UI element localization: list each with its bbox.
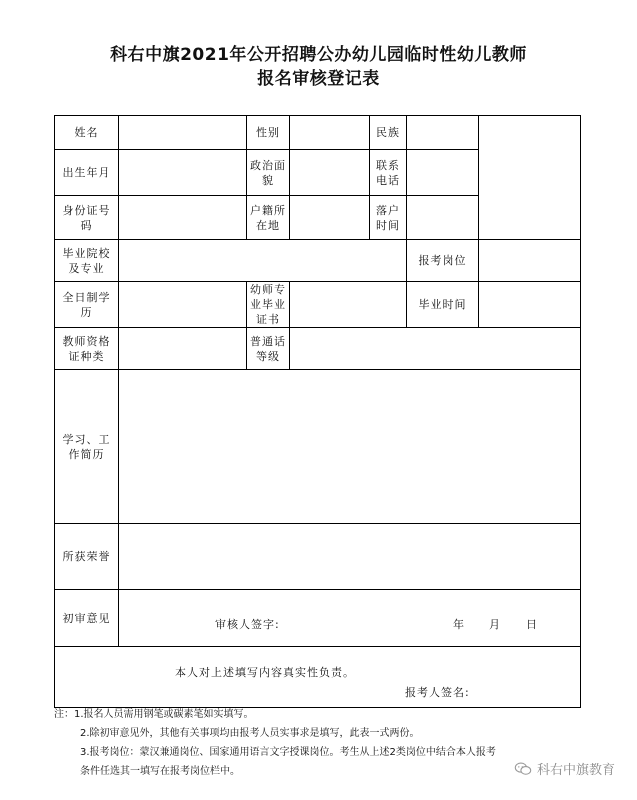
- watermark-text: 科右中旗教育: [536, 763, 615, 778]
- birth-input[interactable]: [119, 150, 247, 196]
- birth-label: 出生年月: [55, 150, 119, 196]
- fulltime-edu-input[interactable]: [119, 282, 247, 328]
- name-input[interactable]: [119, 116, 247, 150]
- note-2: 2.除初审意见外，其他有关事项均由报考人员实事求是填写，此表一式两份。: [80, 728, 420, 739]
- ethnicity-label: 民族: [370, 116, 407, 150]
- political-input[interactable]: [290, 150, 370, 196]
- first-review-input[interactable]: [119, 590, 581, 647]
- wechat-icon: [514, 762, 532, 776]
- note-4: 条件任选其一填写在报考岗位栏中。: [80, 766, 240, 777]
- note-1: 注：1.报名人员需用钢笔或碳素笔如实填写。: [54, 709, 254, 720]
- preschool-cert-label: 幼师专业毕业证书: [247, 282, 290, 328]
- note-3: 3.报考岗位：蒙汉兼通岗位、国家通用语言文字授课岗位。考生从上述2类岗位中结合本人报考: [80, 747, 496, 758]
- watermark: [514, 759, 615, 778]
- declaration-text: 本人对上述填写内容真实性负责。: [175, 666, 355, 679]
- preschool-cert-input[interactable]: [290, 282, 407, 328]
- registration-form-table: [54, 115, 581, 708]
- applicant-sign-label: 报考人签名:: [405, 686, 470, 699]
- honors-label: 所获荣誉: [55, 524, 119, 590]
- apply-post-input[interactable]: [479, 240, 581, 282]
- resume-label: 学习、工作简历: [55, 370, 119, 524]
- grad-time-label: 毕业时间: [407, 282, 479, 328]
- fulltime-edu-label: 全日制学历: [55, 282, 119, 328]
- phone-input[interactable]: [407, 150, 479, 196]
- settle-time-input[interactable]: [407, 196, 479, 240]
- resume-input[interactable]: [119, 370, 581, 524]
- phone-label: 联系电话: [370, 150, 407, 196]
- teacher-cert-input[interactable]: [119, 328, 247, 370]
- first-review-label: 初审意见: [55, 590, 119, 647]
- honors-input[interactable]: [119, 524, 581, 590]
- review-day-label: 日: [526, 618, 538, 631]
- grad-time-input[interactable]: [479, 282, 581, 328]
- review-year-label: 年: [453, 618, 465, 631]
- gender-input[interactable]: [290, 116, 370, 150]
- review-month-label: 月: [489, 618, 501, 631]
- apply-post-label: 报考岗位: [407, 240, 479, 282]
- school-major-input[interactable]: [119, 240, 407, 282]
- declaration-cell[interactable]: [55, 647, 581, 708]
- gender-label: 性别: [247, 116, 290, 150]
- settle-time-label: 落户时间: [370, 196, 407, 240]
- id-number-label: 身份证号码: [55, 196, 119, 240]
- ethnicity-input[interactable]: [407, 116, 479, 150]
- photo-box[interactable]: [479, 116, 581, 240]
- form-title: 科右中旗2021年公开招聘公办幼儿园临时性幼儿教师: [110, 45, 527, 65]
- mandarin-input[interactable]: [290, 328, 581, 370]
- id-number-input[interactable]: [119, 196, 247, 240]
- teacher-cert-label: 教师资格证种类: [55, 328, 119, 370]
- political-label: 政治面貌: [247, 150, 290, 196]
- hukou-input[interactable]: [290, 196, 370, 240]
- hukou-label: 户籍所在地: [247, 196, 290, 240]
- name-label: 姓名: [55, 116, 119, 150]
- school-major-label: 毕业院校及专业: [55, 240, 119, 282]
- reviewer-sign-label: 审核人签字:: [215, 618, 280, 631]
- form-subtitle: 报名审核登记表: [257, 69, 380, 89]
- mandarin-label: 普通话等级: [247, 328, 290, 370]
